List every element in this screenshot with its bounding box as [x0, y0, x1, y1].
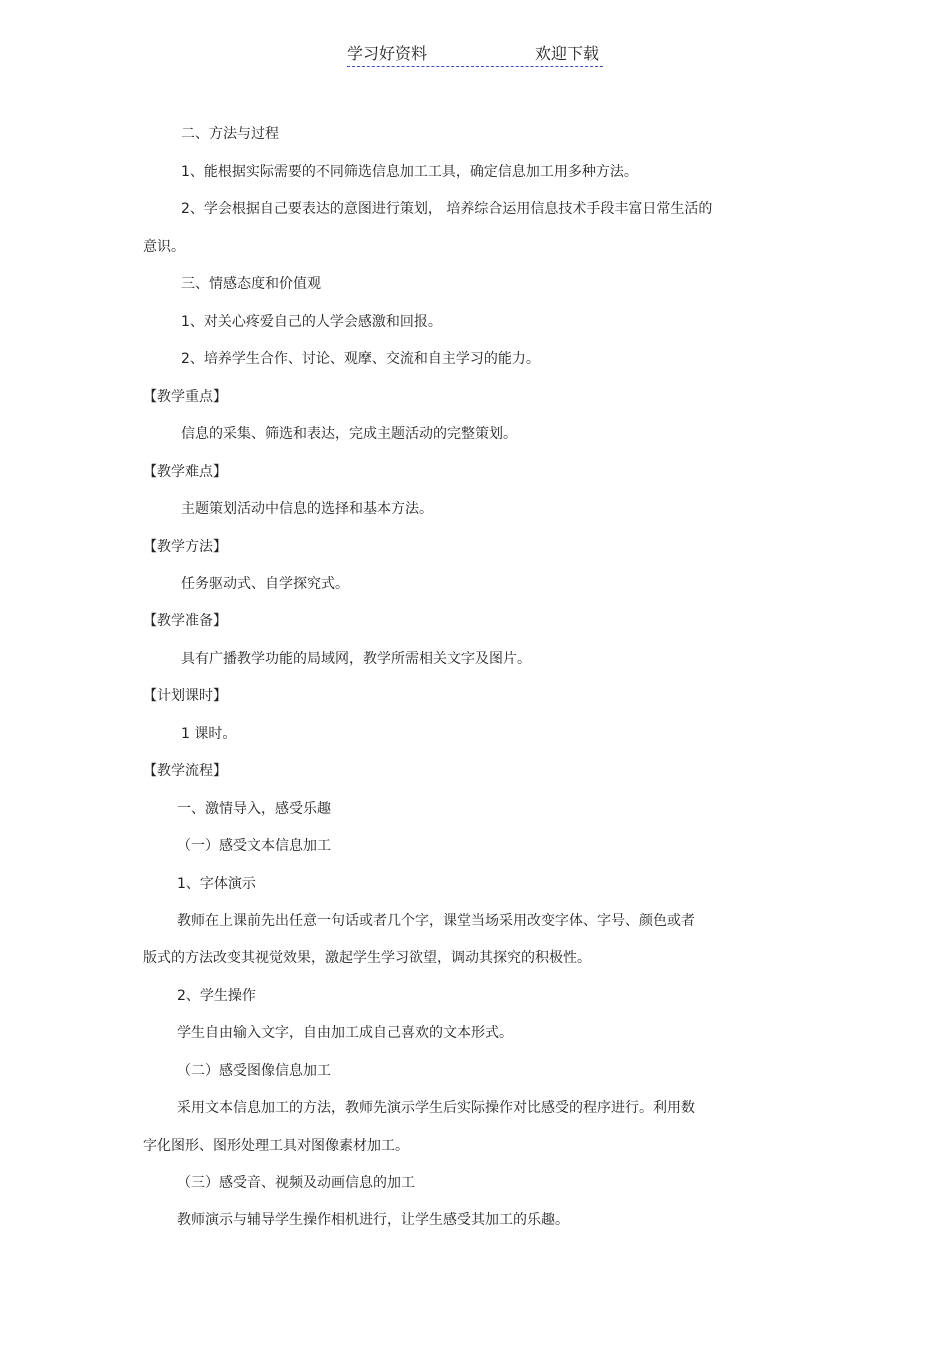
paragraph-line: 1、字体演示: [177, 876, 256, 892]
paragraph-line: 主题策划活动中信息的选择和基本方法。: [181, 501, 433, 517]
section-heading: 二、方法与过程: [181, 126, 279, 142]
subsection-heading: （三）感受音、视频及动画信息的加工: [177, 1175, 415, 1191]
paragraph-line: 任务驱动式、自学探究式。: [181, 576, 349, 592]
section-heading: 一、激情导入，感受乐趣: [177, 801, 331, 817]
paragraph-line: 学生自由输入文字，自由加工成自己喜欢的文本形式。: [177, 1025, 513, 1041]
header-left-text: 学习好资料: [347, 44, 428, 63]
paragraph-line: 采用文本信息加工的方法，教师先演示学生后实际操作对比感受的程序进行。利用数: [177, 1100, 695, 1116]
paragraph-line: 1、对关心疼爱自己的人学会感激和回报。: [181, 314, 442, 330]
paragraph-line: 教师演示与辅导学生操作相机进行，让学生感受其加工的乐趣。: [177, 1212, 569, 1228]
bracket-heading: 【教学方法】: [143, 539, 227, 555]
paragraph-line: 具有广播教学功能的局域网，教学所需相关文字及图片。: [181, 651, 531, 667]
bracket-heading: 【教学准备】: [143, 613, 227, 629]
paragraph-line: 2、学生操作: [177, 988, 256, 1004]
section-heading: 三、情感态度和价值观: [181, 276, 321, 292]
paragraph-line: 字化图形、图形处理工具对图像素材加工。: [143, 1138, 409, 1154]
paragraph-line: 1、能根据实际需要的不同筛选信息加工工具，确定信息加工用多种方法。: [181, 164, 638, 180]
bracket-heading: 【教学重点】: [143, 389, 227, 405]
bracket-heading: 【教学流程】: [143, 763, 227, 779]
paragraph-line: 意识。: [143, 239, 185, 255]
paragraph-line: 教师在上课前先出任意一句话或者几个字，课堂当场采用改变字体、字号、颜色或者: [177, 913, 695, 929]
page-header: [347, 40, 603, 67]
paragraph-line: 版式的方法改变其视觉效果，激起学生学习欲望，调动其探究的积极性。: [143, 950, 591, 966]
bracket-heading: 【教学难点】: [143, 464, 227, 480]
paragraph-line: 2、培养学生合作、讨论、观摩、交流和自主学习的能力。: [181, 351, 540, 367]
bracket-heading: 【计划课时】: [143, 688, 227, 704]
paragraph-line: 1 课时。: [181, 726, 237, 742]
paragraph-line: 信息的采集、筛选和表达，完成主题活动的完整策划。: [181, 426, 517, 442]
paragraph-line: 2、学会根据自己要表达的意图进行策划， 培养综合运用信息技术手段丰富日常生活的: [181, 201, 713, 217]
header-right-text: 欢迎下载: [534, 44, 599, 63]
subsection-heading: （一）感受文本信息加工: [177, 838, 331, 854]
subsection-heading: （二）感受图像信息加工: [177, 1063, 331, 1079]
